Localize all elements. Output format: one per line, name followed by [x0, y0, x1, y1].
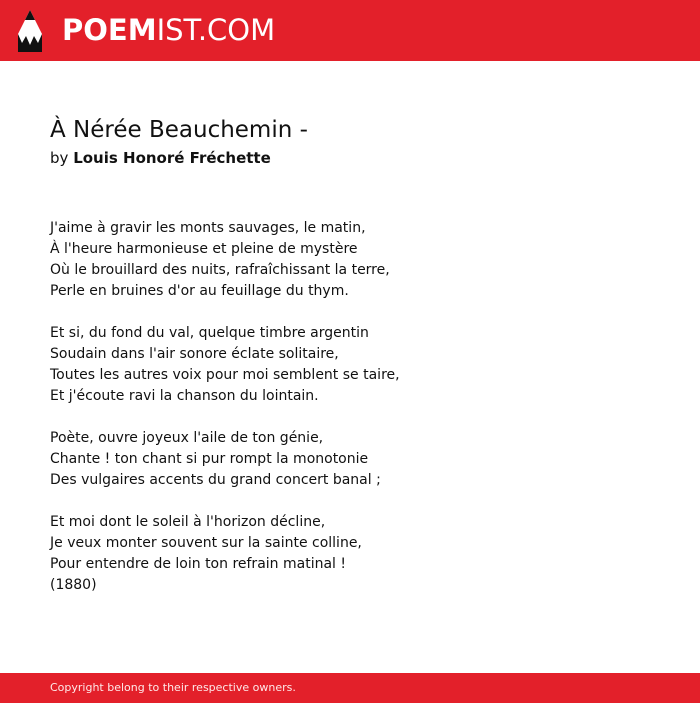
poem-line: Et j'écoute ravi la chanson du lointain. — [50, 388, 319, 404]
poem-byline — [50, 148, 650, 168]
poem-body — [50, 218, 650, 596]
site-footer — [0, 673, 700, 703]
poem-title: À Nérée Beauchemin - — [50, 117, 308, 143]
stanza — [50, 218, 650, 302]
poem-year: (1880) — [50, 577, 97, 593]
pencil-icon[interactable] — [18, 10, 42, 52]
site-header — [0, 0, 700, 61]
by-label: by — [50, 149, 69, 167]
poem-line: Et moi dont le soleil à l'horizon décline, — [50, 514, 326, 530]
stanza — [50, 512, 650, 596]
author-name[interactable]: Louis Honoré Fréchette — [73, 149, 271, 167]
poem-line: Je veux monter souvent sur la sainte colline, — [50, 535, 362, 551]
poem-line: J'aime à gravir les monts sauvages, le matin, — [50, 220, 366, 236]
poem-heading — [50, 112, 650, 168]
stanza — [50, 428, 650, 491]
stanza — [50, 323, 650, 407]
poem-line: Poète, ouvre joyeux l'aile de ton génie, — [50, 430, 324, 446]
site-logo[interactable] — [62, 13, 275, 47]
poem-line: Soudain dans l'air sonore éclate solitaire, — [50, 346, 339, 362]
copyright-notice: Copyright belong to their respective owners. — [50, 681, 296, 694]
poem-line: Et si, du fond du val, quelque timbre argentin — [50, 325, 369, 341]
poem-line: Où le brouillard des nuits, rafraîchissant la terre, — [50, 262, 390, 278]
poem-line: Toutes les autres voix pour moi semblent se taire, — [50, 367, 400, 383]
logo-light-text: IST.COM — [156, 13, 276, 47]
poem-line: À l'heure harmonieuse et pleine de mystère — [50, 241, 358, 257]
logo-bold-text: POEM — [62, 13, 157, 47]
poem-line: Chante ! ton chant si pur rompt la monotonie — [50, 451, 369, 467]
poem-line: Perle en bruines d'or au feuillage du thym. — [50, 283, 349, 299]
poem-line: Pour entendre de loin ton refrain matinal ! — [50, 556, 346, 572]
poem-line: Des vulgaires accents du grand concert banal ; — [50, 472, 381, 488]
